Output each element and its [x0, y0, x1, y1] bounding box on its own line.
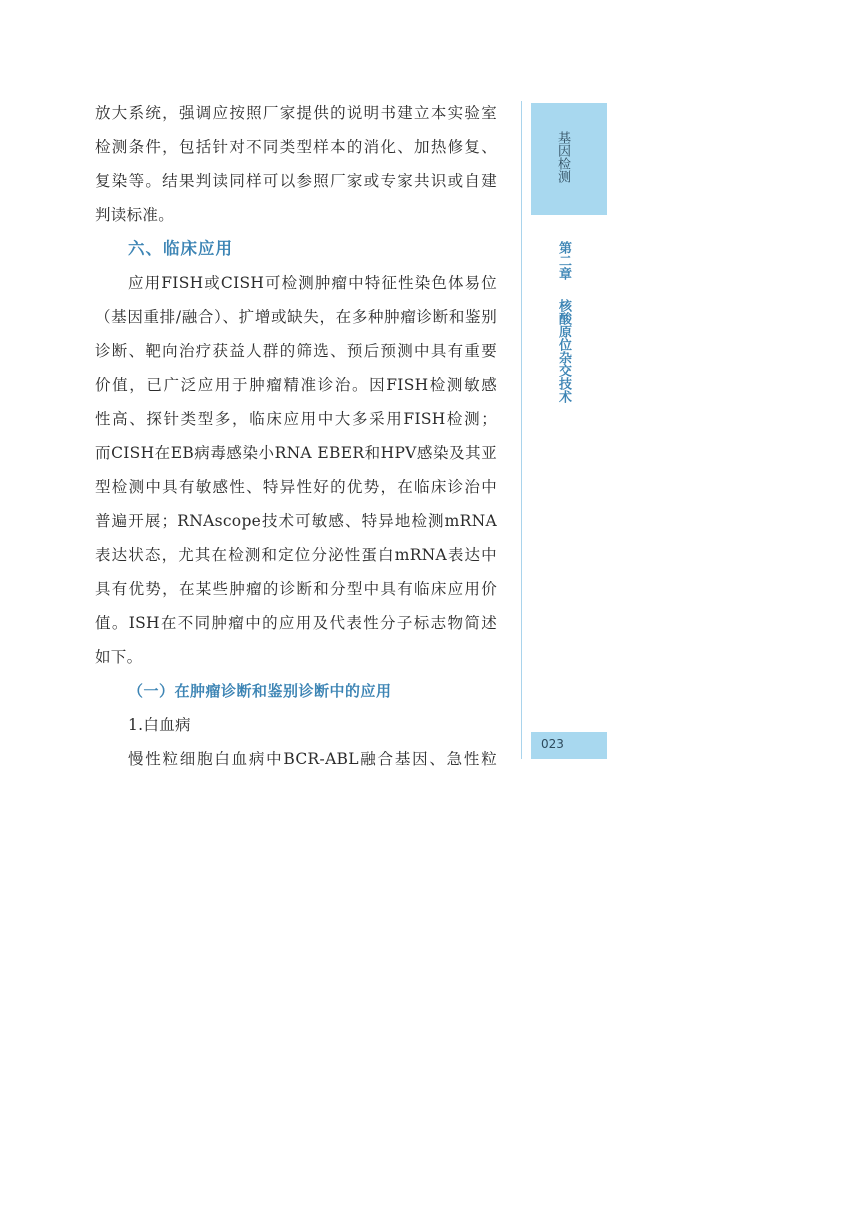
body-line: （基因重排/融合）、扩增或缺失，在多种肿瘤诊断和鉴别: [95, 308, 497, 326]
body-line: 放大系统，强调应按照厂家提供的说明书建立本实验室: [95, 104, 497, 122]
section-heading: 六、临床应用: [128, 239, 233, 258]
body-line: 表达状态，尤其在检测和定位分泌性蛋白mRNA表达中: [95, 546, 497, 564]
body-line: 性高、探针类型多，临床应用中大多采用FISH检测；: [95, 410, 497, 428]
item-heading: 1.白血病: [128, 716, 191, 734]
body-line: 应用FISH或CISH可检测肿瘤中特征性染色体易位: [128, 274, 497, 292]
page-number: 023: [541, 737, 564, 751]
body-line: 诊断、靶向治疗获益人群的筛选、预后预测中具有重要: [95, 342, 497, 360]
body-line: 普遍开展；RNAscope技术可敏感、特异地检测mRNA: [95, 512, 497, 530]
section-tab-label: 基因检测: [555, 131, 570, 183]
body-line: 价值，已广泛应用于肿瘤精准诊治。因FISH检测敏感: [95, 376, 497, 394]
body-line: 具有优势，在某些肿瘤的诊断和分型中具有临床应用价: [95, 580, 497, 598]
subsection-heading: （一）在肿瘤诊断和鉴别诊断中的应用: [128, 682, 392, 700]
chapter-title: 核酸原位杂交技术: [556, 299, 571, 403]
body-text: [95, 96, 497, 776]
body-line: 如下。: [95, 648, 143, 666]
body-line: 而CISH在EB病毒感染小RNA EBER和HPV感染及其亚: [95, 444, 497, 462]
margin-divider: [521, 101, 522, 759]
body-line: 值。ISH在不同肿瘤中的应用及代表性分子标志物简述: [95, 614, 497, 632]
chapter-number: 第二章: [556, 241, 571, 280]
body-line: 复染等。结果判读同样可以参照厂家或专家共识或自建: [95, 172, 497, 190]
body-line: 慢性粒细胞白血病中BCR-ABL融合基因、急性粒: [128, 750, 497, 768]
body-line: 判读标准。: [95, 206, 175, 224]
body-line: 检测条件，包括针对不同类型样本的消化、加热修复、: [95, 138, 497, 156]
body-line: 型检测中具有敏感性、特异性好的优势，在临床诊治中: [95, 478, 497, 496]
